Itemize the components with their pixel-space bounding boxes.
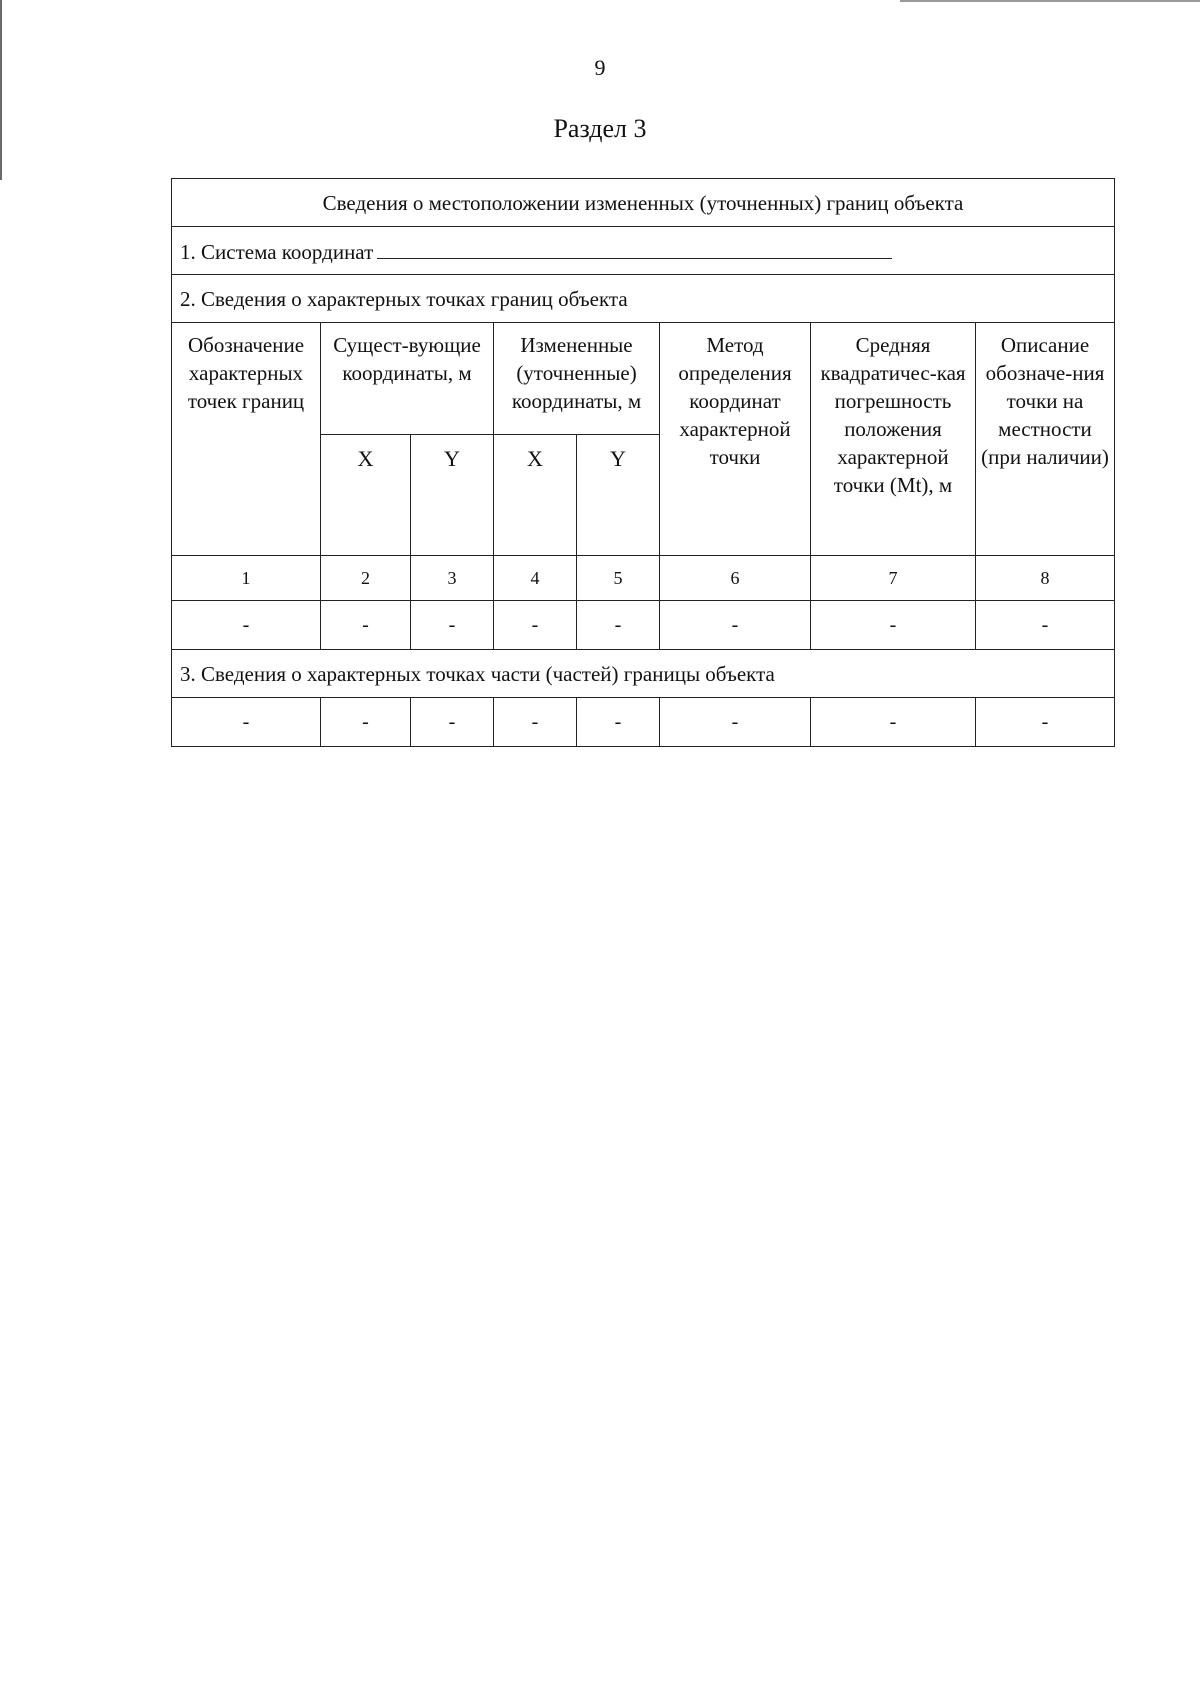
points-section-row	[172, 275, 1115, 323]
scan-edge-left	[0, 0, 2, 180]
column-number: 1	[172, 556, 321, 601]
coord-system-label: 1. Система координат	[180, 239, 374, 264]
data-cell: -	[976, 601, 1115, 650]
header-existing-x: X	[321, 435, 411, 556]
data-cell: -	[811, 698, 976, 747]
data-cell: -	[976, 698, 1115, 747]
header-method: Метод определения координат характерной точки	[660, 323, 811, 556]
data-cell: -	[172, 698, 321, 747]
column-number: 4	[494, 556, 577, 601]
data-cell: -	[660, 601, 811, 650]
part-data-row	[172, 698, 1115, 747]
scan-edge-top	[900, 0, 1200, 2]
data-cell: -	[811, 601, 976, 650]
part-section-row	[172, 650, 1115, 698]
column-number: 8	[976, 556, 1115, 601]
column-number: 5	[577, 556, 660, 601]
data-cell: -	[494, 698, 577, 747]
part-section-label: 3. Сведения о характерных точках части (частей) границы объекта	[172, 650, 1115, 698]
points-section-label: 2. Сведения о характерных точках границ объекта	[172, 275, 1115, 323]
data-cell: -	[411, 601, 494, 650]
column-number: 2	[321, 556, 411, 601]
boundary-points-table	[171, 178, 1115, 747]
data-cell: -	[172, 601, 321, 650]
header-designation: Обозначение характерных точек границ	[172, 323, 321, 556]
data-cell: -	[411, 698, 494, 747]
table-title-row	[172, 179, 1115, 227]
data-cell: -	[660, 698, 811, 747]
coord-system-cell	[172, 227, 1115, 275]
header-changed-y: Y	[577, 435, 660, 556]
column-numbers-row	[172, 556, 1115, 601]
column-number: 3	[411, 556, 494, 601]
section-title: Раздел 3	[553, 114, 647, 143]
points-data-row	[172, 601, 1115, 650]
data-cell: -	[494, 601, 577, 650]
column-number: 6	[660, 556, 811, 601]
data-cell: -	[321, 698, 411, 747]
header-error: Средняя квадратичес-кая погрешность положения характерной точки (Mt), м	[811, 323, 976, 556]
page-number: 9	[594, 55, 606, 80]
header-changed-x: X	[494, 435, 577, 556]
coord-system-row	[172, 227, 1115, 275]
header-row	[172, 323, 1115, 435]
data-cell: -	[577, 698, 660, 747]
table-title: Сведения о местоположении измененных (уточненных) границ объекта	[172, 179, 1115, 227]
header-existing: Сущест-вующие координаты, м	[321, 323, 494, 435]
data-cell: -	[577, 601, 660, 650]
coord-system-blank	[377, 236, 892, 259]
header-changed: Измененные (уточненные) координаты, м	[494, 323, 660, 435]
header-description: Описание обозначе-ния точки на местности (при наличии)	[976, 323, 1115, 556]
column-number: 7	[811, 556, 976, 601]
data-cell: -	[321, 601, 411, 650]
header-existing-y: Y	[411, 435, 494, 556]
